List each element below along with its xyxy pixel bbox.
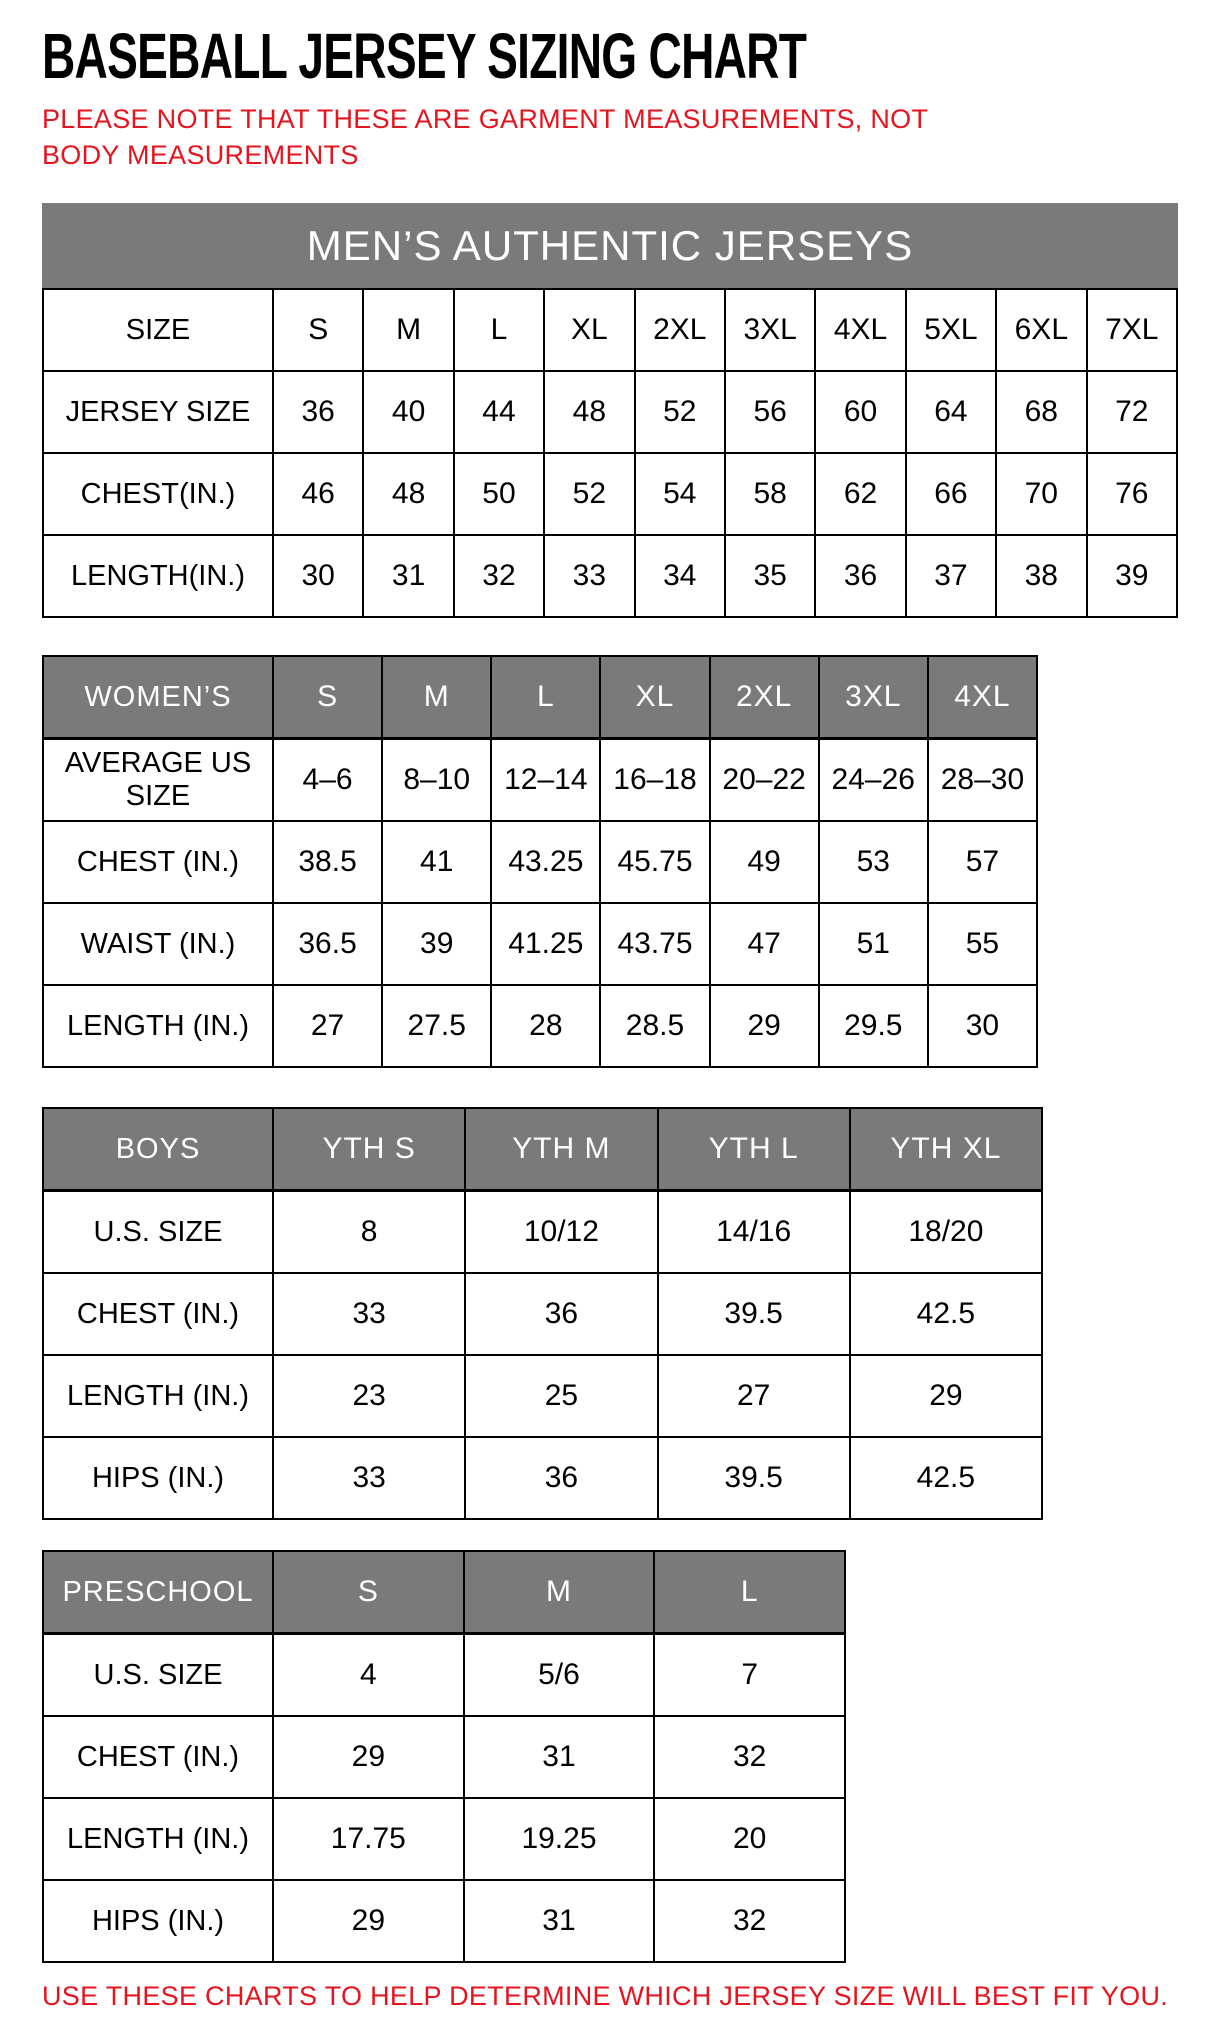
value-cell: 24–26 (819, 739, 928, 822)
value-cell: 33 (273, 1437, 465, 1519)
boys-col-header: YTH XL (850, 1108, 1042, 1191)
value-cell: 48 (363, 453, 453, 535)
value-cell: 39 (382, 903, 491, 985)
value-cell: 32 (654, 1716, 845, 1798)
value-cell: 70 (996, 453, 1086, 535)
preschool-sizing-table (42, 1550, 846, 1963)
value-cell: 51 (819, 903, 928, 985)
value-cell: 16–18 (600, 739, 709, 822)
value-cell: 25 (465, 1355, 657, 1437)
value-cell: 29 (850, 1355, 1042, 1437)
value-cell: 43.25 (491, 821, 600, 903)
value-cell: 29 (273, 1880, 464, 1962)
value-cell: 60 (815, 371, 905, 453)
value-cell: 36.5 (273, 903, 382, 985)
value-cell: 42.5 (850, 1273, 1042, 1355)
value-cell: 7XL (1087, 289, 1177, 371)
womens-col-header: L (491, 656, 600, 739)
value-cell: 14/16 (658, 1191, 850, 1274)
value-cell: 29.5 (819, 985, 928, 1067)
value-cell: 10/12 (465, 1191, 657, 1274)
value-cell: 27 (273, 985, 382, 1067)
preschool-row (43, 1716, 845, 1798)
value-cell: 53 (819, 821, 928, 903)
value-cell: 27 (658, 1355, 850, 1437)
womens-row (43, 985, 1037, 1067)
womens-header-label: WOMEN’S (43, 656, 273, 739)
value-cell: 29 (273, 1716, 464, 1798)
value-cell: 31 (464, 1716, 655, 1798)
value-cell: XL (544, 289, 634, 371)
womens-col-header: S (273, 656, 382, 739)
value-cell: 36 (465, 1273, 657, 1355)
value-cell: 46 (273, 453, 363, 535)
value-cell: 62 (815, 453, 905, 535)
row-label: WAIST (IN.) (43, 903, 273, 985)
value-cell: 38.5 (273, 821, 382, 903)
value-cell: 28–30 (928, 739, 1037, 822)
boys-col-header: YTH M (465, 1108, 657, 1191)
value-cell: M (363, 289, 453, 371)
value-cell: 29 (710, 985, 819, 1067)
row-label: LENGTH (IN.) (43, 1798, 273, 1880)
boys-sizing-table (42, 1107, 1043, 1520)
value-cell: 50 (454, 453, 544, 535)
value-cell: 40 (363, 371, 453, 453)
value-cell: 47 (710, 903, 819, 985)
value-cell: 58 (725, 453, 815, 535)
preschool-col-header: S (273, 1551, 464, 1634)
value-cell: 31 (464, 1880, 655, 1962)
value-cell: 34 (635, 535, 725, 617)
value-cell: 23 (273, 1355, 465, 1437)
womens-col-header: 2XL (710, 656, 819, 739)
value-cell: 30 (273, 535, 363, 617)
value-cell: 38 (996, 535, 1086, 617)
value-cell: 3XL (725, 289, 815, 371)
value-cell: 32 (454, 535, 544, 617)
preschool-col-header: L (654, 1551, 845, 1634)
value-cell: 64 (906, 371, 996, 453)
value-cell: 45.75 (600, 821, 709, 903)
row-label: HIPS (IN.) (43, 1880, 273, 1962)
value-cell: 20–22 (710, 739, 819, 822)
value-cell: 76 (1087, 453, 1177, 535)
boys-col-header: YTH S (273, 1108, 465, 1191)
value-cell: 8 (273, 1191, 465, 1274)
preschool-row (43, 1880, 845, 1962)
value-cell: L (454, 289, 544, 371)
garment-measurements-note: PLEASE NOTE THAT THESE ARE GARMENT MEASUREMENTS, NOT BODY MEASUREMENTS (42, 104, 928, 170)
value-cell: 36 (273, 371, 363, 453)
preschool-row (43, 1634, 845, 1717)
womens-sizing-table (42, 655, 1038, 1068)
value-cell: 39.5 (658, 1273, 850, 1355)
womens-col-header: XL (600, 656, 709, 739)
fit-guidance-note: USE THESE CHARTS TO HELP DETERMINE WHICH JERSEY SIZE WILL BEST FIT YOU. (42, 1981, 1169, 2012)
value-cell: 7 (654, 1634, 845, 1717)
value-cell: 30 (928, 985, 1037, 1067)
boys-header-label: BOYS (43, 1108, 273, 1191)
value-cell: 52 (544, 453, 634, 535)
value-cell: 56 (725, 371, 815, 453)
row-label: HIPS (IN.) (43, 1437, 273, 1519)
womens-row (43, 903, 1037, 985)
value-cell: S (273, 289, 363, 371)
row-label: CHEST (IN.) (43, 821, 273, 903)
value-cell: 36 (465, 1437, 657, 1519)
boys-table (42, 1107, 1043, 1520)
value-cell: 4–6 (273, 739, 382, 822)
mens-row (43, 289, 1177, 371)
page-title (42, 20, 1178, 92)
value-cell: 12–14 (491, 739, 600, 822)
value-cell: 44 (454, 371, 544, 453)
value-cell: 52 (635, 371, 725, 453)
value-cell: 4XL (815, 289, 905, 371)
row-label: CHEST (IN.) (43, 1273, 273, 1355)
value-cell: 72 (1087, 371, 1177, 453)
value-cell: 48 (544, 371, 634, 453)
boys-row (43, 1191, 1042, 1274)
value-cell: 55 (928, 903, 1037, 985)
boys-row (43, 1273, 1042, 1355)
value-cell: 37 (906, 535, 996, 617)
value-cell: 8–10 (382, 739, 491, 822)
value-cell: 31 (363, 535, 453, 617)
row-label: LENGTH(IN.) (43, 535, 273, 617)
mens-banner: MEN’S AUTHENTIC JERSEYS (42, 203, 1178, 288)
value-cell: 68 (996, 371, 1086, 453)
value-cell: 28 (491, 985, 600, 1067)
value-cell: 42.5 (850, 1437, 1042, 1519)
womens-row (43, 739, 1037, 822)
row-label: AVERAGE US SIZE (43, 739, 273, 822)
value-cell: 43.75 (600, 903, 709, 985)
value-cell: 18/20 (850, 1191, 1042, 1274)
boys-row (43, 1355, 1042, 1437)
value-cell: 49 (710, 821, 819, 903)
value-cell: 66 (906, 453, 996, 535)
womens-row (43, 821, 1037, 903)
womens-table (42, 655, 1038, 1068)
value-cell: 35 (725, 535, 815, 617)
value-cell: 4 (273, 1634, 464, 1717)
mens-row (43, 535, 1177, 617)
row-label: U.S. SIZE (43, 1634, 273, 1717)
page-title-text: BASEBALL JERSEY SIZING CHART (42, 20, 807, 92)
boys-col-header: YTH L (658, 1108, 850, 1191)
preschool-row (43, 1798, 845, 1880)
boys-row (43, 1437, 1042, 1519)
value-cell: 36 (815, 535, 905, 617)
value-cell: 54 (635, 453, 725, 535)
row-label: SIZE (43, 289, 273, 371)
row-label: JERSEY SIZE (43, 371, 273, 453)
value-cell: 28.5 (600, 985, 709, 1067)
value-cell: 2XL (635, 289, 725, 371)
value-cell: 41 (382, 821, 491, 903)
value-cell: 57 (928, 821, 1037, 903)
value-cell: 17.75 (273, 1798, 464, 1880)
mens-row (43, 371, 1177, 453)
mens-table (42, 288, 1178, 618)
row-label: LENGTH (IN.) (43, 1355, 273, 1437)
womens-col-header: M (382, 656, 491, 739)
value-cell: 33 (273, 1273, 465, 1355)
womens-col-header: 4XL (928, 656, 1037, 739)
value-cell: 6XL (996, 289, 1086, 371)
value-cell: 32 (654, 1880, 845, 1962)
row-label: LENGTH (IN.) (43, 985, 273, 1067)
preschool-col-header: M (464, 1551, 655, 1634)
value-cell: 39.5 (658, 1437, 850, 1519)
value-cell: 39 (1087, 535, 1177, 617)
value-cell: 41.25 (491, 903, 600, 985)
value-cell: 5XL (906, 289, 996, 371)
value-cell: 27.5 (382, 985, 491, 1067)
value-cell: 20 (654, 1798, 845, 1880)
row-label: U.S. SIZE (43, 1191, 273, 1274)
mens-row (43, 453, 1177, 535)
row-label: CHEST (IN.) (43, 1716, 273, 1798)
womens-col-header: 3XL (819, 656, 928, 739)
value-cell: 33 (544, 535, 634, 617)
preschool-table (42, 1550, 846, 1963)
mens-authentic-jerseys-table (42, 203, 1178, 618)
row-label: CHEST(IN.) (43, 453, 273, 535)
value-cell: 5/6 (464, 1634, 655, 1717)
preschool-header-label: PRESCHOOL (43, 1551, 273, 1634)
value-cell: 19.25 (464, 1798, 655, 1880)
